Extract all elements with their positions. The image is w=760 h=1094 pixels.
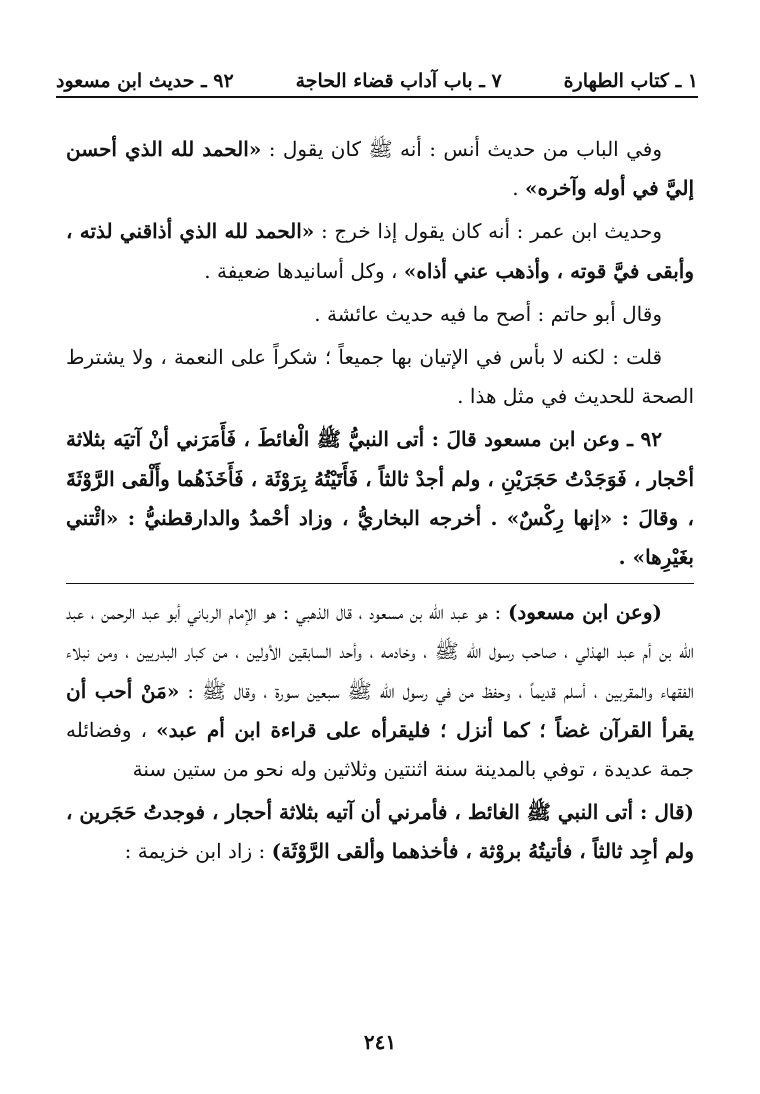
page-number: ٢٤١ <box>363 1030 397 1054</box>
paragraph-ibn-umar <box>66 212 694 290</box>
lemma-bold: (قال : أتى النبي ﷺ الغائط ، فأمرني أن آتيه بثلاثة أحجار ، فوجدتُ حَجَرين ، ولم أجِد ثالثاً ، فأتيتُهُ بروْثة ، فأخذهما وألقى الرَّوْثَة) <box>66 800 694 864</box>
text: : زاد ابن خزيمة : <box>124 839 272 864</box>
header-hadith-title: ٩٢ ـ حديث ابن مسعود <box>56 70 234 92</box>
header-book-title: ١ ـ كتاب الطهارة <box>563 70 698 92</box>
running-header <box>56 56 698 98</box>
separator-line <box>66 583 694 585</box>
text: ، وفضائله جمة عديدة ، توفي بالمدينة سنة اثنتين وثلاثين وله نحو من ستين سنة <box>66 717 694 782</box>
paragraph-anas <box>66 130 694 208</box>
commentary-qala <box>66 793 694 871</box>
hadith-quote: «ائْتني بغَيْرِها» <box>66 505 694 570</box>
text: . <box>618 545 633 570</box>
page-body <box>66 130 694 876</box>
hadith-92 <box>66 420 694 577</box>
text: وحديث ابن عمر : أنه كان يقول إذا خرج : <box>314 219 663 244</box>
paragraph-qultu: قلت : لكنه لا بأس في الإتيان بها جميعاً ؛ شكراً على النعمة ، ولا يشترط الصحة للحديث في مثل هذا . <box>66 345 694 409</box>
quote-bold: «الحمد لله الذي أذاقني لذته ، وأبقى فيَّ قوته ، وأذهب عني أذاه» <box>66 219 694 283</box>
header-chapter-title: ٧ ـ باب آداب قضاء الحاجة <box>295 70 502 92</box>
hadith-text: ٩٢ ـ وعن ابن مسعود قالَ : أتى النبيُّ ﷺ الْغائطَ ، فَأَمَرَني أنْ آتيَه بثلاثة أحْجار ، فَوَجَدْتُ حَجَرَيْنِ ، ولم أجدْ ثالثاً ، فَأَتَيْتُهُ بِرَوْثَة ، فَأَخَذَهُما وأَلْقى الرَّوْثَةَ ، وقالَ : «إنها رِكْسٌ» . أخرجه البخاريُّ ، وزاد أحْمدُ والدارقطنيُّ : <box>66 427 694 530</box>
paragraph-abu-hatim: وقال أبو حاتم : أصح ما فيه حديث عائشة . <box>314 301 662 326</box>
text: وفي الباب من حديث أنس : أنه ﷺ كان يقول : <box>261 137 662 161</box>
lemma-bold: (وعن ابن مسعود) <box>507 600 662 625</box>
quote-bold: «الحمد لله الذي أحسن إليَّ في أوله وآخره» <box>66 137 694 201</box>
text: ، وكل أسانيدها ضعيفة . <box>204 258 404 283</box>
commentary-ibn-masud <box>66 593 694 789</box>
quote-bold: «مَنْ أحب أن يقرأ القرآن غضاً ؛ كما أنزل ؛ فليقرأه على قراءة ابن أم عبد» <box>66 678 694 742</box>
text: . <box>512 176 525 201</box>
text: : هو عبد الله بن مسعود ، قال الذهبي : هو الإمام الرباني أبو عبد الرحمن ، عبد الله بن أم عبد الهذلي ، صاحب رسول الله ﷺ ، وخادمه ، وأحد السابقين الأولين ، من كبار البدريين ، ومن نبلاء الفقهاء والمقربين ، أسلم قديماً ، وحفظ من في رسول الله ﷺ سبعين سورة ، وقال ﷺ : <box>66 600 694 703</box>
